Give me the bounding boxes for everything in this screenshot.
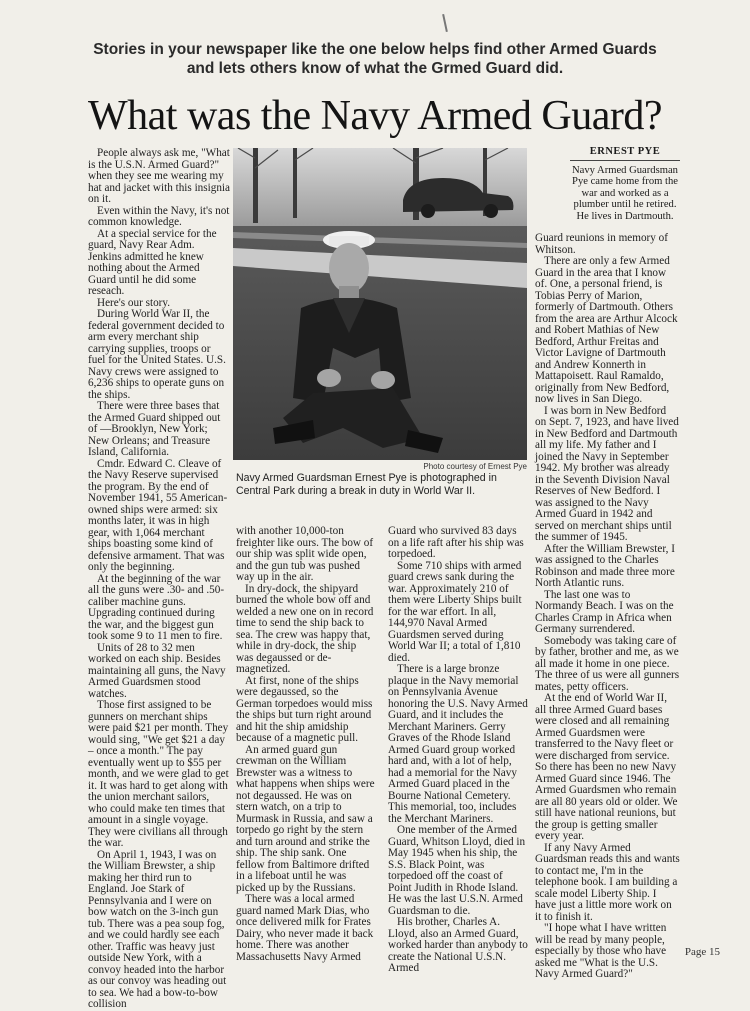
header-note (40, 40, 710, 78)
paragraph: During World War II, the federal government decided to arm every merchant ship carrying supplies, troops or fuel for the United States. U.S. Navy crews were assigned to 6,236 ships to operate guns on the ships. (88, 308, 226, 401)
paragraph: There were three bases that the Armed Guard shipped out of —Brooklyn, New York; New Orleans; and Treasure Island, California. (88, 400, 221, 458)
paragraph: "I hope what I have written will be read by many people, especially by those who have asked me "What is the U.S. Navy Armed Guard?" (535, 922, 667, 980)
paragraph: Some 710 ships with armed guard crews sank during the war. Approximately 210 of them were Liberty Ships built for the war effort. In all, 144,970 Naval Armed Guardsmen served during World War II; a total of 1,810 died. (388, 559, 522, 664)
paragraph: with another 10,000-ton freighter like ours. The bow of our ship was split wide open, and the gun tub was pushed way up in the air. (236, 525, 374, 583)
paragraph: In dry-dock, the shipyard burned the whole bow off and welded a new one on in record time to send the ship back to sea. The crew was happy that, while in dry-dock, the ship was degaussed or de-magnetized. (236, 582, 374, 675)
paragraph: There was a local armed guard named Mark Dias, who once delivered milk for Frates Dairy, who never made it back home. There was another Massachusetts Navy Armed (236, 893, 374, 963)
paragraph: Cmdr. Edward C. Cleave of the Navy Reserve supervised the program. By the end of November 1941, 55 American-owned ships were armed: six months later, it was in high gear, with 1,064 merchant ships boasting some kind of defensive armament. That was only the beginning. (88, 457, 228, 573)
paragraph: Somebody was taking care of by father, brother and me, as we all made it home in one piece. The three of us were all gunners mates, petty officers. (535, 634, 680, 693)
header-note-line-2: and lets others know of what the Grmed Guard did. (186, 60, 564, 77)
scan-mark (442, 14, 448, 32)
paragraph: At a special service for the guard, Navy Rear Adm. Jenkins admitted he knew nothing about the Armed Guard until he did some reseach. (88, 227, 217, 297)
paragraph: At the end of World War II, all three Armed Guard bases were closed and all remaining Armed Guardsmen were transferred to the Navy fleet or were discharged from service. So there has been no new Navy Armed Guard since 1946. The Armed Guardsmen who remain are all 80 years old or older. We still have national reunions, but the group is getting smaller every year. (535, 692, 678, 842)
paragraph: Guard reunions in memory of Whitson. (535, 232, 668, 256)
photo-credit: Photo courtesy of Ernest Pye (423, 462, 527, 471)
paragraph: At the beginning of the war all the guns were .30- and .50-caliber machine guns. Upgrading continued during the war, and the biggest gun took some 9 to 11 men to fire. (88, 572, 225, 642)
author-bio: Navy Armed Guardsman Pye came home from the war and worked as a plumber until he retired. He lives in Dartmouth. (572, 165, 678, 222)
author-bio-box (570, 146, 680, 222)
paragraph: If any Navy Armed Guardsman reads this and wants to contact me, I'm in the telephone book. I am building a scale model Liberty Ship. I have just a little more work on it to finish it. (535, 841, 680, 923)
author-name: ERNEST PYE (570, 146, 680, 161)
article-column-1 (88, 148, 230, 1011)
headline: What was the Navy Armed Guard? (88, 93, 662, 139)
paragraph: Even within the Navy, it's not common knowledge. (88, 204, 230, 228)
paragraph: There are only a few Armed Guard in the area that I know of. One, a personal friend, is Tobias Perry of Marion, formerly of Dartmouth. Others from the area are Arthur Alcock and Robert Mathias of New Bedford, Arthur Freitas and Victor Lavigne of Dartmouth and Andrew Konnerth in Mattapoisett. Raul Ramaldo, originally from New Bedford, now lives in San Diego. (535, 255, 678, 405)
paragraph: Those first assigned to be gunners on merchant ships were paid $21 per month. They would sing, "We get $21 a day – once a month." The pay eventually went up to $55 per month, and we were glad to get it. It was hard to get along with the union merchant sailors, who could make ten times that amount in a single voyage. They were civilians all through the war. (88, 699, 229, 849)
photo-caption: Navy Armed Guardsman Ernest Pye is photographed in Central Park during a break in duty in World War II. (236, 472, 497, 497)
paragraph: After the William Brewster, I was assigned to the Charles Robinson and made three more North Atlantic runs. (535, 542, 675, 589)
article-column-2 (236, 526, 376, 963)
paragraph: Guard who survived 83 days on a life raft after his ship was torpedoed. (388, 525, 524, 560)
page-number: Page 15 (684, 946, 720, 958)
paragraph: His brother, Charles A. Lloyd, also an Armed Guard, worked harder than anybody to create the National U.S.N. Armed (388, 916, 528, 974)
paragraph: Here's our story. (97, 296, 171, 309)
header-note-line-1: Stories in your newspaper like the one below helps find other Armed Guards (93, 41, 657, 58)
paragraph: The last one was to Normandy Beach. I was on the Charles Cramp in Africa when Germany surrendered. (535, 588, 674, 635)
paragraph: There is a large bronze plaque in the Navy memorial on Pennsylvania Avenue honoring the U.S. Navy Armed Guard, and it includes the Merchant Mariners. Gerry Graves of the Rhode Island Armed Guard group worked hard and, with a lot of help, had a memorial for the Navy Armed Guard placed in the Bourne National Cemetery. This memorial, too, includes the Merchant Mariners. (388, 663, 528, 825)
article-column-3 (388, 526, 528, 975)
photo-ernest-pye (233, 148, 527, 460)
paragraph: One member of the Armed Guard, Whitson Lloyd, died in May 1945 when his ship, the S.S. Black Point, was torpedoed off the coast of Point Judith in Rhode Island. He was the last U.S.N. Armed Guardsman to die. (388, 824, 526, 917)
photo-illustration (233, 148, 527, 460)
paragraph: People always ask me, "What is the U.S.N. Armed Guard?" when they see me wearing my hat and jacket with this insignia on it. (88, 147, 230, 205)
paragraph: Units of 28 to 32 men worked on each ship. Besides maintaining all guns, the Navy Armed Guardsmen stood watches. (88, 641, 226, 700)
paragraph: On April 1, 1943, I was on the William Brewster, a ship making her third run to England. Joe Stark of Pennsylvania and I were on bow watch on the 3-inch gun tub. There was a pea soup fog, and we could hardly see each other. Traffic was heavy just outside New York, with a convoy headed into the harbor as our convoy was heading out to sea. We had a bow-to-bow collision (88, 848, 227, 1010)
article-column-4 (535, 233, 680, 981)
paragraph: I was born in New Bedford on Sept. 7, 1923, and have lived in New Bedford and Dartmouth all my life. My father and I joined the Navy in September 1942. My brother was already in the Seventh Division Naval Reserves of New Bedford. I was assigned to the Navy Armed Guard in 1942 and served on merchant ships until the summer of 1945. (535, 404, 679, 543)
paragraph: An armed guard gun crewman on the William Brewster was a witness to what happens when ships were not degaussed. He was on stern watch, on a trip to Murmask in Russia, and saw a torpedo go right by the stern and turn around and strike the ship. The ship sank. One fellow from Baltimore drifted in a lifeboat until he was picked up by the Russians. (236, 743, 375, 894)
paragraph: At first, none of the ships were degaussed, so the German torpedoes would miss the ships but turn right around and hit the ship amidship because of a magnetic pull. (236, 674, 373, 744)
